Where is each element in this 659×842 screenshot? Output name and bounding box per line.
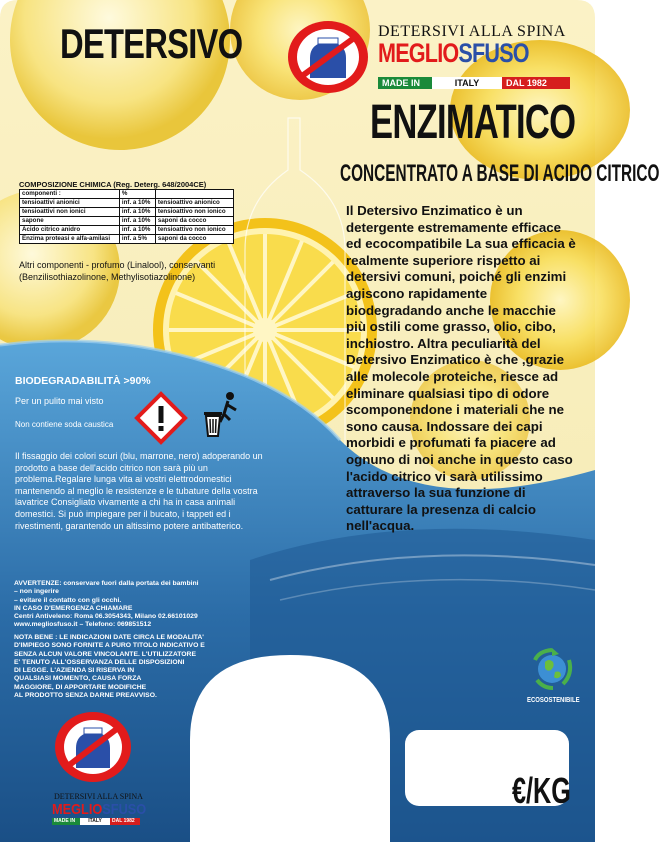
brand-logo — [378, 38, 529, 69]
composition-cell: inf. a 10% — [119, 208, 155, 217]
since-label: DAL 1982 — [502, 77, 570, 89]
composition-title: COMPOSIZIONE CHIMICA (Reg. Deterg. 648/2004CE) — [19, 180, 207, 189]
composition-cell: Enzima proteasi e alfa-amilasi — [20, 235, 120, 244]
footer-made-in-label: MADE IN — [52, 818, 80, 825]
no-bottle-seal-icon — [282, 18, 374, 96]
footer-brand-logo-part1: MEGLIO — [52, 801, 103, 818]
category-title: DETERSIVO — [60, 20, 243, 67]
composition-row — [20, 226, 234, 235]
composition-row — [20, 199, 234, 208]
warning-line: www.megliosfuso.it – Telefono: 069851512 — [14, 621, 152, 629]
price-unit: €/KG — [512, 770, 571, 811]
composition-cell: inf. a 5% — [119, 235, 155, 244]
disclaimer-line: DI LEGGE. L'AZIENDA SI RISERVA IN — [14, 667, 135, 675]
composition-cell: inf. a 10% — [119, 226, 155, 235]
italy-label: ITALY — [432, 77, 502, 89]
product-name: ENZIMATICO — [370, 96, 576, 149]
brand-logo-part1: MEGLIO — [378, 38, 459, 68]
warning-line: AVVERTENZE: conservare fuori dalla portata dei bambini — [14, 580, 199, 587]
disclaimer-line: QUALSIASI MOMENTO, CAUSA FORZA — [14, 675, 142, 683]
warning-line: – non ingerire — [14, 588, 59, 596]
composition-row — [20, 208, 234, 217]
waste-bin-icon — [200, 390, 242, 440]
warning-line: IN CASO D'EMERGENZA CHIAMARE — [14, 604, 133, 612]
disclaimer-line: SENZA ALCUN VALORE VINCOLANTE. L'UTILIZZATORE — [14, 650, 196, 658]
footer-italy-label: ITALY — [80, 818, 110, 825]
composition-cell: tensioattivi non ionici — [20, 208, 120, 217]
disclaimer-line: NOTA BENE : LE INDICAZIONI DATE CIRCA LE MODALITA' — [14, 634, 204, 641]
disclaimer-line: E' TENUTO ALL'OSSERVANZA DELLE DISPOSIZIONI — [14, 658, 185, 666]
made-in-italy-bar — [378, 77, 570, 89]
made-in-label: MADE IN — [378, 77, 432, 89]
composition-cell — [155, 190, 233, 199]
composition-cell: tensioattivo anionico — [155, 199, 233, 208]
brand-logo-part2: SFUSO — [458, 38, 529, 68]
composition-row — [20, 217, 234, 226]
composition-cell: tensioattivo non ionico — [155, 208, 233, 217]
product-description: Il Detersivo Enzimatico è un detergente estremamente efficace ed ecocompatibile La sua efficacia è realmente superiore rispetto ai detersivi comuni, poiché gli enzimi agiscono rapidamente biodegradando anche le macchie più ostili come grasso, olio, cibo, inchiostro. Altra peculiarità del Detersivo Enzimatico è che ,grazie alle molecole proteiche, riesce ad eliminare qualsiasi tipo di odore scomponendone i materiali che ne sono causa. Indossare dei capi morbidi e profumati fa piacere ad ognuno di noi anche in questo caso l'acido citrico vi sarà utilissimo attraverso la sua funzione di catturare la presenza di calcio nell'acqua. — [346, 203, 576, 534]
no-caustic-soda-claim: Non contiene soda caustica — [15, 420, 114, 429]
footer-brand-logo — [52, 801, 146, 818]
composition-cell: % — [119, 190, 155, 199]
composition-cell: inf. a 10% — [119, 217, 155, 226]
composition-cell: tensioattivi anionici — [20, 199, 120, 208]
brand-tagline: DETERSIVI ALLA SPINA — [378, 23, 566, 40]
composition-cell: Acido citrico anidro — [20, 226, 120, 235]
exclamation-hazard-icon — [136, 393, 186, 443]
composition-cell: inf. a 10% — [119, 199, 155, 208]
disclaimer-line: AL PRODOTTO SENZA DARNE PREAVVISO. — [14, 692, 157, 700]
composition-cell: tensioattivo non ionico — [155, 226, 233, 235]
footer-made-in-italy-bar — [52, 818, 140, 825]
recycling-globe-icon — [529, 646, 575, 692]
footer-since-label: DAL 1982 — [110, 818, 140, 825]
clean-claim: Per un pulito mai visto — [15, 396, 104, 406]
biodegradability-label: BIODEGRADABILITÀ >90% — [15, 375, 151, 387]
warnings-block — [14, 580, 244, 630]
footer-brand-logo-part2: SFUSO — [102, 801, 147, 818]
disclaimer-line: D'IMPIEGO SONO FORNITE A PURO TITOLO INDICATIVO E — [14, 642, 205, 650]
product-subtitle: CONCENTRATO A BASE DI ACIDO CITRICO — [340, 160, 659, 187]
warning-line: Centri Antiveleno: Roma 06.3054343, Milano 02.66101029 — [14, 613, 198, 621]
composition-row — [20, 235, 234, 244]
composition-cell: componenti : — [20, 190, 120, 199]
composition-cell: saponi da cocco — [155, 235, 233, 244]
composition-table — [19, 189, 234, 244]
warning-line: – evitare il contatto con gli occhi. — [14, 596, 122, 604]
usage-description: Il fissaggio dei colori scuri (blu, marrone, nero) adoperando un prodotto a base dell'acido citrico non sarà più un problema.Regalare lunga vita ai vostri elettrodomestici mantenendo al meglio le resistenze e le tubature della vostra lavatrice Consigliato vivamente a chi ha in casa animali domestici. Si può impiegare per il bucato, i tappeti ed i rivestimenti, garantendo un altissimo potere antibatterico. — [15, 451, 263, 531]
composition-cell: sapone — [20, 217, 120, 226]
eco-sustainable-label: ECOSOSTENIBILE — [527, 697, 580, 704]
other-components: Altri componenti - profumo (Linalool), conservanti (Benzilisothiazolinone, Methylisotiazolinone) — [19, 260, 216, 282]
disclaimer-block — [14, 634, 244, 700]
no-bottle-seal-icon — [50, 708, 136, 786]
composition-row — [20, 190, 234, 199]
composition-cell: saponi da cocco — [155, 217, 233, 226]
footer-brand-tagline: DETERSIVI ALLA SPINA — [54, 792, 143, 801]
disclaimer-line: MAGGIORE, DI APPORTARE MODIFICHE — [14, 683, 147, 691]
